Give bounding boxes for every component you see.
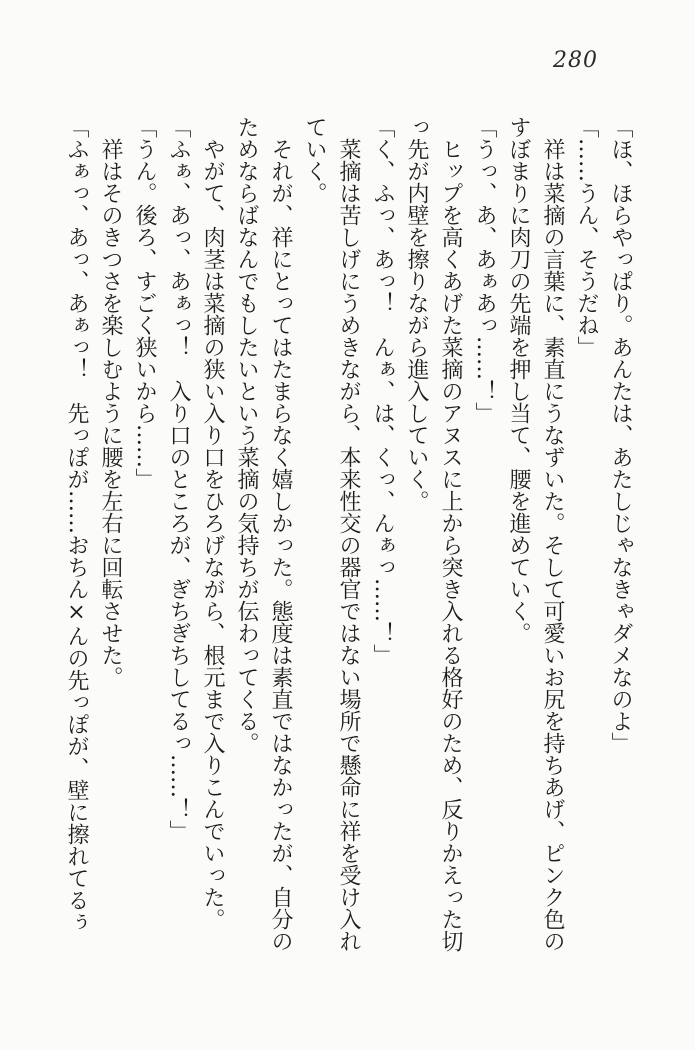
text-column: っ先が内壁を擦りながら進入していく。 <box>404 116 429 512</box>
page-number: 280 <box>553 48 598 73</box>
text-column: 菜摘は苦しげにうめきながら、本来性交の器官ではない場所で懸命に祥を受け入れ <box>336 116 361 952</box>
text-column: ためならばなんでもしたいという菜摘の気持ちが伝わってくる。 <box>234 116 259 754</box>
text-column: 祥はそのきつさを楽しむように腰を左右に回転させた。 <box>98 116 123 688</box>
text-column: 「ふぁっ、あっ、あぁっ！ 先っぽが……おちん×んの先っぽが、壁に擦れてるぅ <box>64 116 89 933</box>
text-column: 「うっ、あ、あぁあっ……！」 <box>472 116 497 424</box>
text-column: 「ふぁ、あっ、あぁっ！ 入り口のところが、ぎちぎちしてるっ……！」 <box>166 116 191 842</box>
text-column: 祥は菜摘の言葉に、素直にうなずいた。そして可愛いお尻を持ちあげ、ピンク色の <box>540 116 565 952</box>
text-block <box>59 116 637 960</box>
text-column: すぼまりに肉刀の先端を押し当て、腰を進めていく。 <box>506 116 531 644</box>
text-column: 「……うん、そうだね」 <box>574 116 599 358</box>
text-column: ヒップを高くあげた菜摘のアヌスに上から突き入れる格好のため、反りかえった切 <box>438 116 463 952</box>
text-column: 「うん。後ろ、すごく狭いから……」 <box>132 116 157 490</box>
text-column: ていく。 <box>302 116 327 204</box>
text-column: やがて、肉茎は菜摘の狭い入り口をひろげながら、根元まで入りこんでいった。 <box>200 116 225 930</box>
text-column: それが、祥にとってはたまらなく嬉しかった。態度は素直ではなかったが、自分の <box>268 116 293 952</box>
text-column: 「く、ふっ、あっ！ んぁ、は、くっ、んぁっ……！」 <box>370 116 395 666</box>
text-column: 「ほ、ほらやっぱり。あんたは、あたしじゃなきゃダメなのよ」 <box>608 116 633 754</box>
